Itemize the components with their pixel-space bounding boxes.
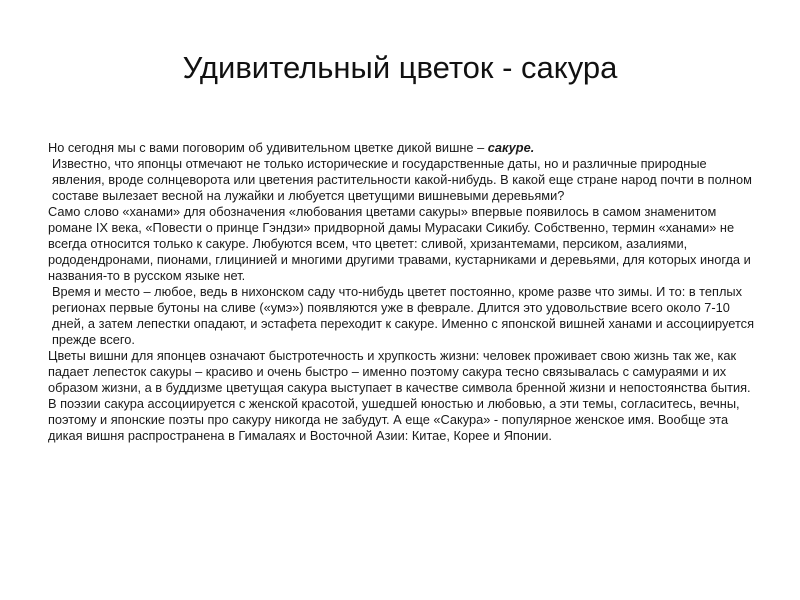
intro-emphasis: сакуре. [487,140,535,155]
paragraph-hanami: Само слово «ханами» для обозначения «любования цветами сакуры» впервые появилось в самом знаменитом романе IX века, «Повести о принце Гэндзи» придворной дамы Мурасаки Сикибу. Собственно, термин «ханами» не всегда относится только к сакуре. Любуются всем, что цветет: сливой, хризантемами, персиком, азалиями, рододендронами, пионами, глицинией и многими другими травами, кустарниками и деревьями, для которых иногда и названия-то в русском языке нет. [48,204,751,283]
intro-text: Но сегодня мы с вами поговорим об удивительном цветке дикой вишне – [48,140,488,155]
paragraph-symbolism: Цветы вишни для японцев означают быстротечность и хрупкость жизни: человек проживает свою жизнь так же, как падает лепесток сакуры – красиво и очень быстро – именно поэтому сакура тесно связывалась с самураями и их образом жизни, а в буддизме цветущая сакура выступает в качестве символа бренной жизни и непостоянства бытия. В поэзии сакура ассоциируется с женской красотой, ушедшей юностью и любовью, а эти темы, согласитесь, вечны, поэтому и японские поэты про сакуру никогда не забудут. А еще «Сакура» - популярное женское имя. Вообще эта дикая вишня распространена в Гималаях и Восточной Азии: Китае, Корее и Японии. [48,348,751,443]
slide-body [48,140,758,444]
paragraph-season: Время и место – любое, ведь в нихонском саду что-нибудь цветет постоянно, кроме разве что зимы. И то: в теплых регионах первые бутоны на сливе («умэ») появляются уже в феврале. Длится это удовольствие всего около 7-10 дней, а затем лепестки опадают, и эстафета переходит к сакуре. Именно с японской вишней ханами и ассоциируется прежде всего. [52,284,754,347]
paragraph-holidays: Известно, что японцы отмечают не только исторические и государственные даты, но и различные природные явления, вроде солнцеворота или цветения растительности какой-нибудь. В какой еще стране народ почти в полном составе вылезает весной на лужайки и любуется цветущими вишневыми деревьями? [52,156,752,203]
slide-title: Удивительный цветок - сакура [182,50,618,85]
paragraph-intro [48,140,758,156]
